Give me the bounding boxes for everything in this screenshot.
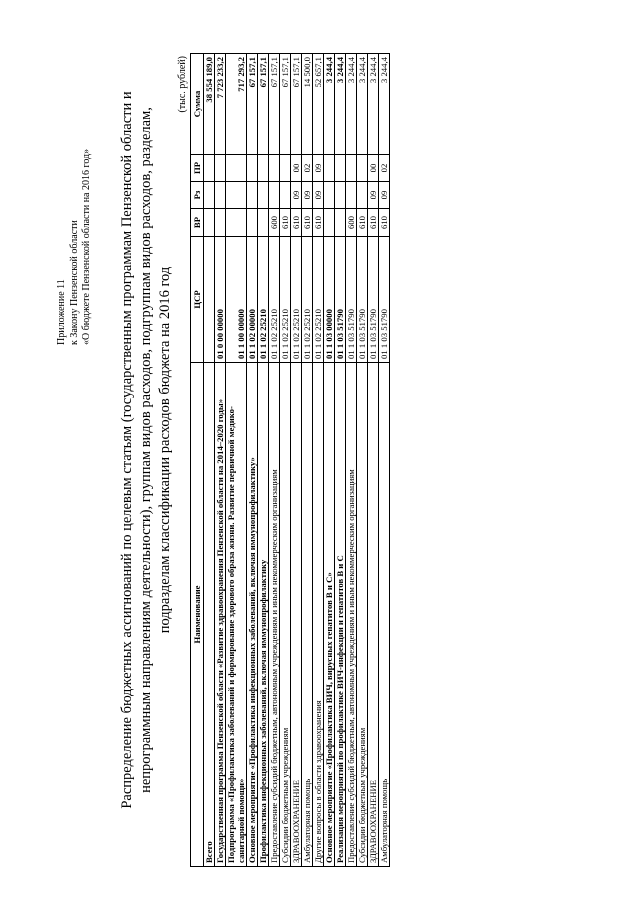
cell-pr [269,155,280,182]
cell-sum: 67 157,1 [291,54,302,155]
cell-pr [258,155,269,182]
title-line-2: непрограммным направлениям деятельности), группам видов расходов, подгруппам видов расходов, разделам, [138,107,154,793]
cell-csr [204,237,215,363]
cell-sum: 67 157,1 [269,54,280,155]
cell-name: Амбулаторная помощь [379,363,390,867]
cell-name: Другие вопросы в области здравоохранения [313,363,324,867]
cell-sum: 3 244,4 [335,54,346,155]
cell-name: Основное мероприятие «Профилактика инфекционных заболеваний, включая иммунопрофилактику» [247,363,258,867]
cell-rz [258,182,269,209]
cell-rz [226,182,247,209]
cell-rz: 09 [379,182,390,209]
cell-pr: 02 [302,155,313,182]
cell-name: Подпрограмма «Профилактика заболеваний и формирование здорового образа жизни. Развитие первичной медико-санитарной помощи» [226,363,247,867]
cell-pr [280,155,291,182]
cell-csr: 01 1 03 51790 [357,237,368,363]
column-header-pr: ПР [191,155,204,182]
cell-sum: 7 723 233,2 [215,54,226,155]
cell-rz [324,182,335,209]
cell-csr: 01 1 03 51790 [346,237,357,363]
cell-csr: 01 1 03 00000 [324,237,335,363]
table-row [269,54,280,867]
cell-csr: 01 1 02 25210 [302,237,313,363]
cell-pr: 00 [368,155,379,182]
cell-sum: 52 657,1 [313,54,324,155]
cell-rz [269,182,280,209]
cell-vr [247,209,258,237]
cell-vr: 610 [291,209,302,237]
cell-sum: 67 157,1 [247,54,258,155]
table-row [368,54,379,867]
cell-pr [226,155,247,182]
cell-rz [215,182,226,209]
cell-name: Основное мероприятие «Профилактика ВИЧ, вирусных гепатитов В и С» [324,363,335,867]
cell-vr [204,209,215,237]
cell-sum: 3 244,4 [368,54,379,155]
appendix-budget-reference: «О бюджете Пензенской области на 2016 год» [81,148,92,345]
budget-table [190,53,390,867]
cell-pr [346,155,357,182]
cell-csr: 01 1 02 00000 [247,237,258,363]
cell-vr: 610 [357,209,368,237]
cell-csr: 01 1 03 51790 [379,237,390,363]
cell-pr: 09 [313,155,324,182]
document-title [118,85,175,815]
cell-pr [324,155,335,182]
cell-rz [280,182,291,209]
cell-name: Предоставление субсидий бюджетным, автономным учреждениям и иным некоммерческим организациям [346,363,357,867]
cell-name: ЗДРАВООХРАНЕНИЕ [291,363,302,867]
cell-rz: 09 [368,182,379,209]
title-line-1: Распределение бюджетных ассигнований по целевым статьям (государственным программам Пензенской области и [119,91,135,809]
cell-vr [215,209,226,237]
cell-sum: 67 157,1 [258,54,269,155]
cell-vr [226,209,247,237]
cell-pr [215,155,226,182]
cell-vr: 610 [313,209,324,237]
cell-csr: 01 1 03 51790 [335,237,346,363]
cell-name: Предоставление субсидий бюджетным, автономным учреждениям и иным некоммерческим организациям [269,363,280,867]
table-row [247,54,258,867]
cell-csr: 01 1 02 25210 [269,237,280,363]
cell-pr: 02 [379,155,390,182]
table-row [226,54,247,867]
column-header-sum: Сумма [191,54,204,155]
cell-pr: 00 [291,155,302,182]
cell-name: Субсидии бюджетным учреждениям [280,363,291,867]
table-row [291,54,302,867]
table-row [215,54,226,867]
table-row [258,54,269,867]
table-row [379,54,390,867]
cell-rz: 09 [302,182,313,209]
cell-vr: 610 [280,209,291,237]
column-header-name: Наименование [191,363,204,867]
cell-rz [357,182,368,209]
table-header-row [191,54,204,867]
cell-csr: 01 0 00 00000 [215,237,226,363]
table-row [313,54,324,867]
table-row [335,54,346,867]
cell-pr [247,155,258,182]
cell-csr: 01 1 02 25210 [313,237,324,363]
cell-name: Амбулаторная помощь [302,363,313,867]
table-body [204,54,390,867]
cell-sum: 3 244,4 [346,54,357,155]
cell-rz: 09 [291,182,302,209]
cell-name: Профилактика инфекционных заболеваний, включая иммунопрофилактику [258,363,269,867]
appendix-header [56,149,94,345]
column-header-vr: ВР [191,209,204,237]
cell-rz [204,182,215,209]
cell-vr [258,209,269,237]
cell-pr [204,155,215,182]
table-row [357,54,368,867]
cell-rz [247,182,258,209]
cell-sum: 3 244,4 [379,54,390,155]
cell-vr [324,209,335,237]
cell-vr: 610 [302,209,313,237]
appendix-title: Приложение 11 [56,279,67,345]
cell-vr: 600 [269,209,280,237]
cell-vr: 610 [368,209,379,237]
cell-vr: 600 [346,209,357,237]
table-row [302,54,313,867]
table-row [324,54,335,867]
cell-name: Субсидии бюджетным учреждениям [357,363,368,867]
table-row [346,54,357,867]
cell-name: ЗДРАВООХРАНЕНИЕ [368,363,379,867]
cell-rz [346,182,357,209]
column-header-rz: Рз [191,182,204,209]
cell-vr: 610 [379,209,390,237]
cell-sum: 14 500,0 [302,54,313,155]
cell-csr: 01 1 02 25210 [291,237,302,363]
cell-pr [357,155,368,182]
cell-sum: 38 554 189,0 [204,54,215,155]
cell-sum: 3 244,4 [324,54,335,155]
cell-sum: 717 293,2 [226,54,247,155]
cell-name: Реализация мероприятий по профилактике ВИЧ-инфекции и гепатитов В и С [335,363,346,867]
title-line-3: подразделам классификации расходов бюджета на 2016 год [157,266,173,634]
cell-sum: 3 244,4 [357,54,368,155]
table-row [204,54,215,867]
cell-csr: 01 1 03 51790 [368,237,379,363]
units-label: (тыс. рублей) [177,56,188,113]
cell-name: Всего [204,363,215,867]
cell-csr: 01 1 02 25210 [258,237,269,363]
cell-rz: 09 [313,182,324,209]
cell-csr: 01 1 02 25210 [280,237,291,363]
cell-sum: 67 157,1 [280,54,291,155]
cell-name: Государственная программа Пензенской области «Развитие здравоохранения Пензенской области на 2014–2020 годы» [215,363,226,867]
cell-vr [335,209,346,237]
table-row [280,54,291,867]
cell-csr: 01 1 00 00000 [226,237,247,363]
column-header-csr: ЦСР [191,237,204,363]
cell-rz [335,182,346,209]
appendix-law-reference: к Закону Пензенской области [68,220,80,345]
cell-pr [335,155,346,182]
